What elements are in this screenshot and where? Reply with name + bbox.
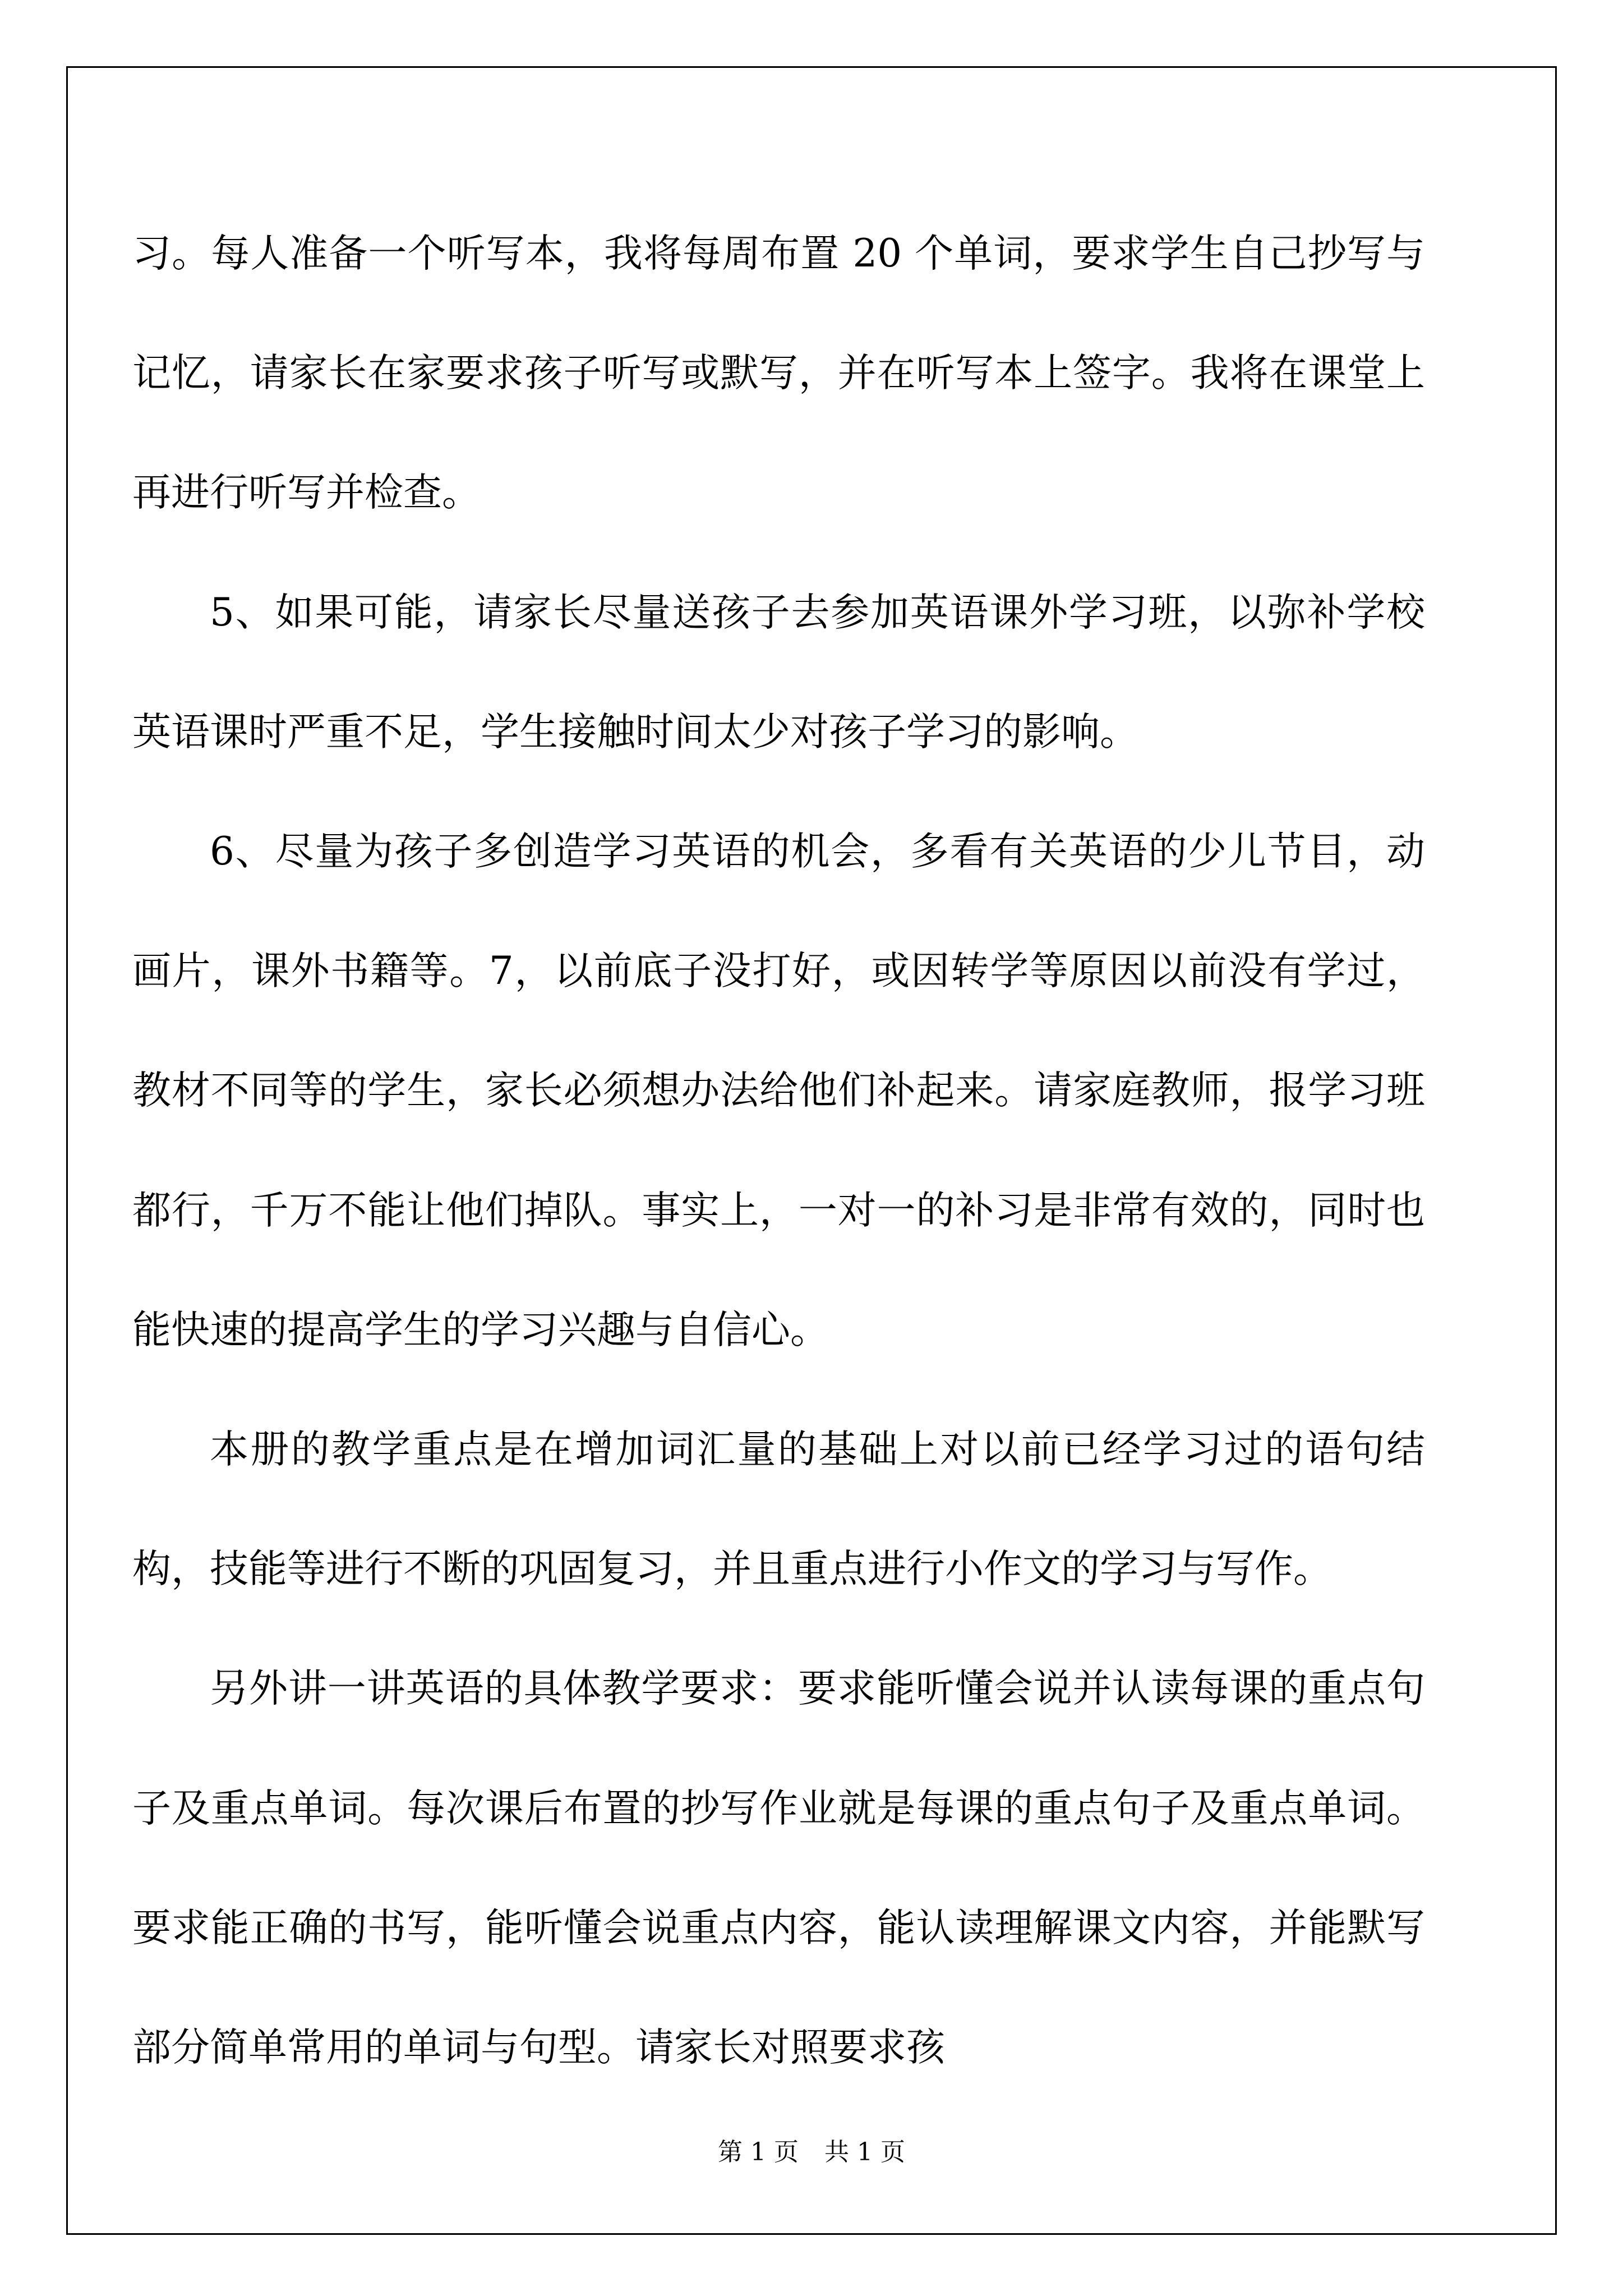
paragraph-3: 6、尽量为孩子多创造学习英语的机会，多看有关英语的少儿节目，动画片，课外书籍等。7，以前底子没打好，或因转学等原因以前没有学过，教材不同等的学生，家长必须想办法给他们补起来。请家庭教师，报学习班都行，千万不能让他们掉队。事实上，一对一的补习是非常有效的，同时也能快速的提高学生的学习兴趣与自信心。	[132, 829, 1425, 1352]
document-body	[132, 194, 1425, 2108]
paragraph-4: 本册的教学重点是在增加词汇量的基础上对以前已经学习过的语句结构，技能等进行不断的巩固复习，并且重点进行小作文的学习与写作。	[132, 1427, 1425, 1592]
paragraph-2: 5、如果可能，请家长尽量送孩子去参加英语课外学习班，以弥补学校英语课时严重不足，学生接触时间太少对孩子学习的影响。	[132, 590, 1425, 754]
page-footer	[0, 2132, 1623, 2168]
page-total: 共 1 页	[824, 2138, 905, 2166]
page-number: 第 1 页	[718, 2138, 799, 2166]
paragraph-1: 习。每人准备一个听写本，我将每周布置 20 个单词，要求学生自己抄写与记忆，请家长在家要求孩子听写或默写，并在听写本上签字。我将在课堂上再进行听写并检查。	[132, 231, 1425, 516]
paragraph-5: 另外讲一讲英语的具体教学要求：要求能听懂会说并认读每课的重点句子及重点单词。每次课后布置的抄写作业就是每课的重点句子及重点单词。要求能正确的书写，能听懂会说重点内容，能认读理解课文内容，并能默写部分简单常用的单词与句型。请家长对照要求孩	[132, 1666, 1425, 2070]
